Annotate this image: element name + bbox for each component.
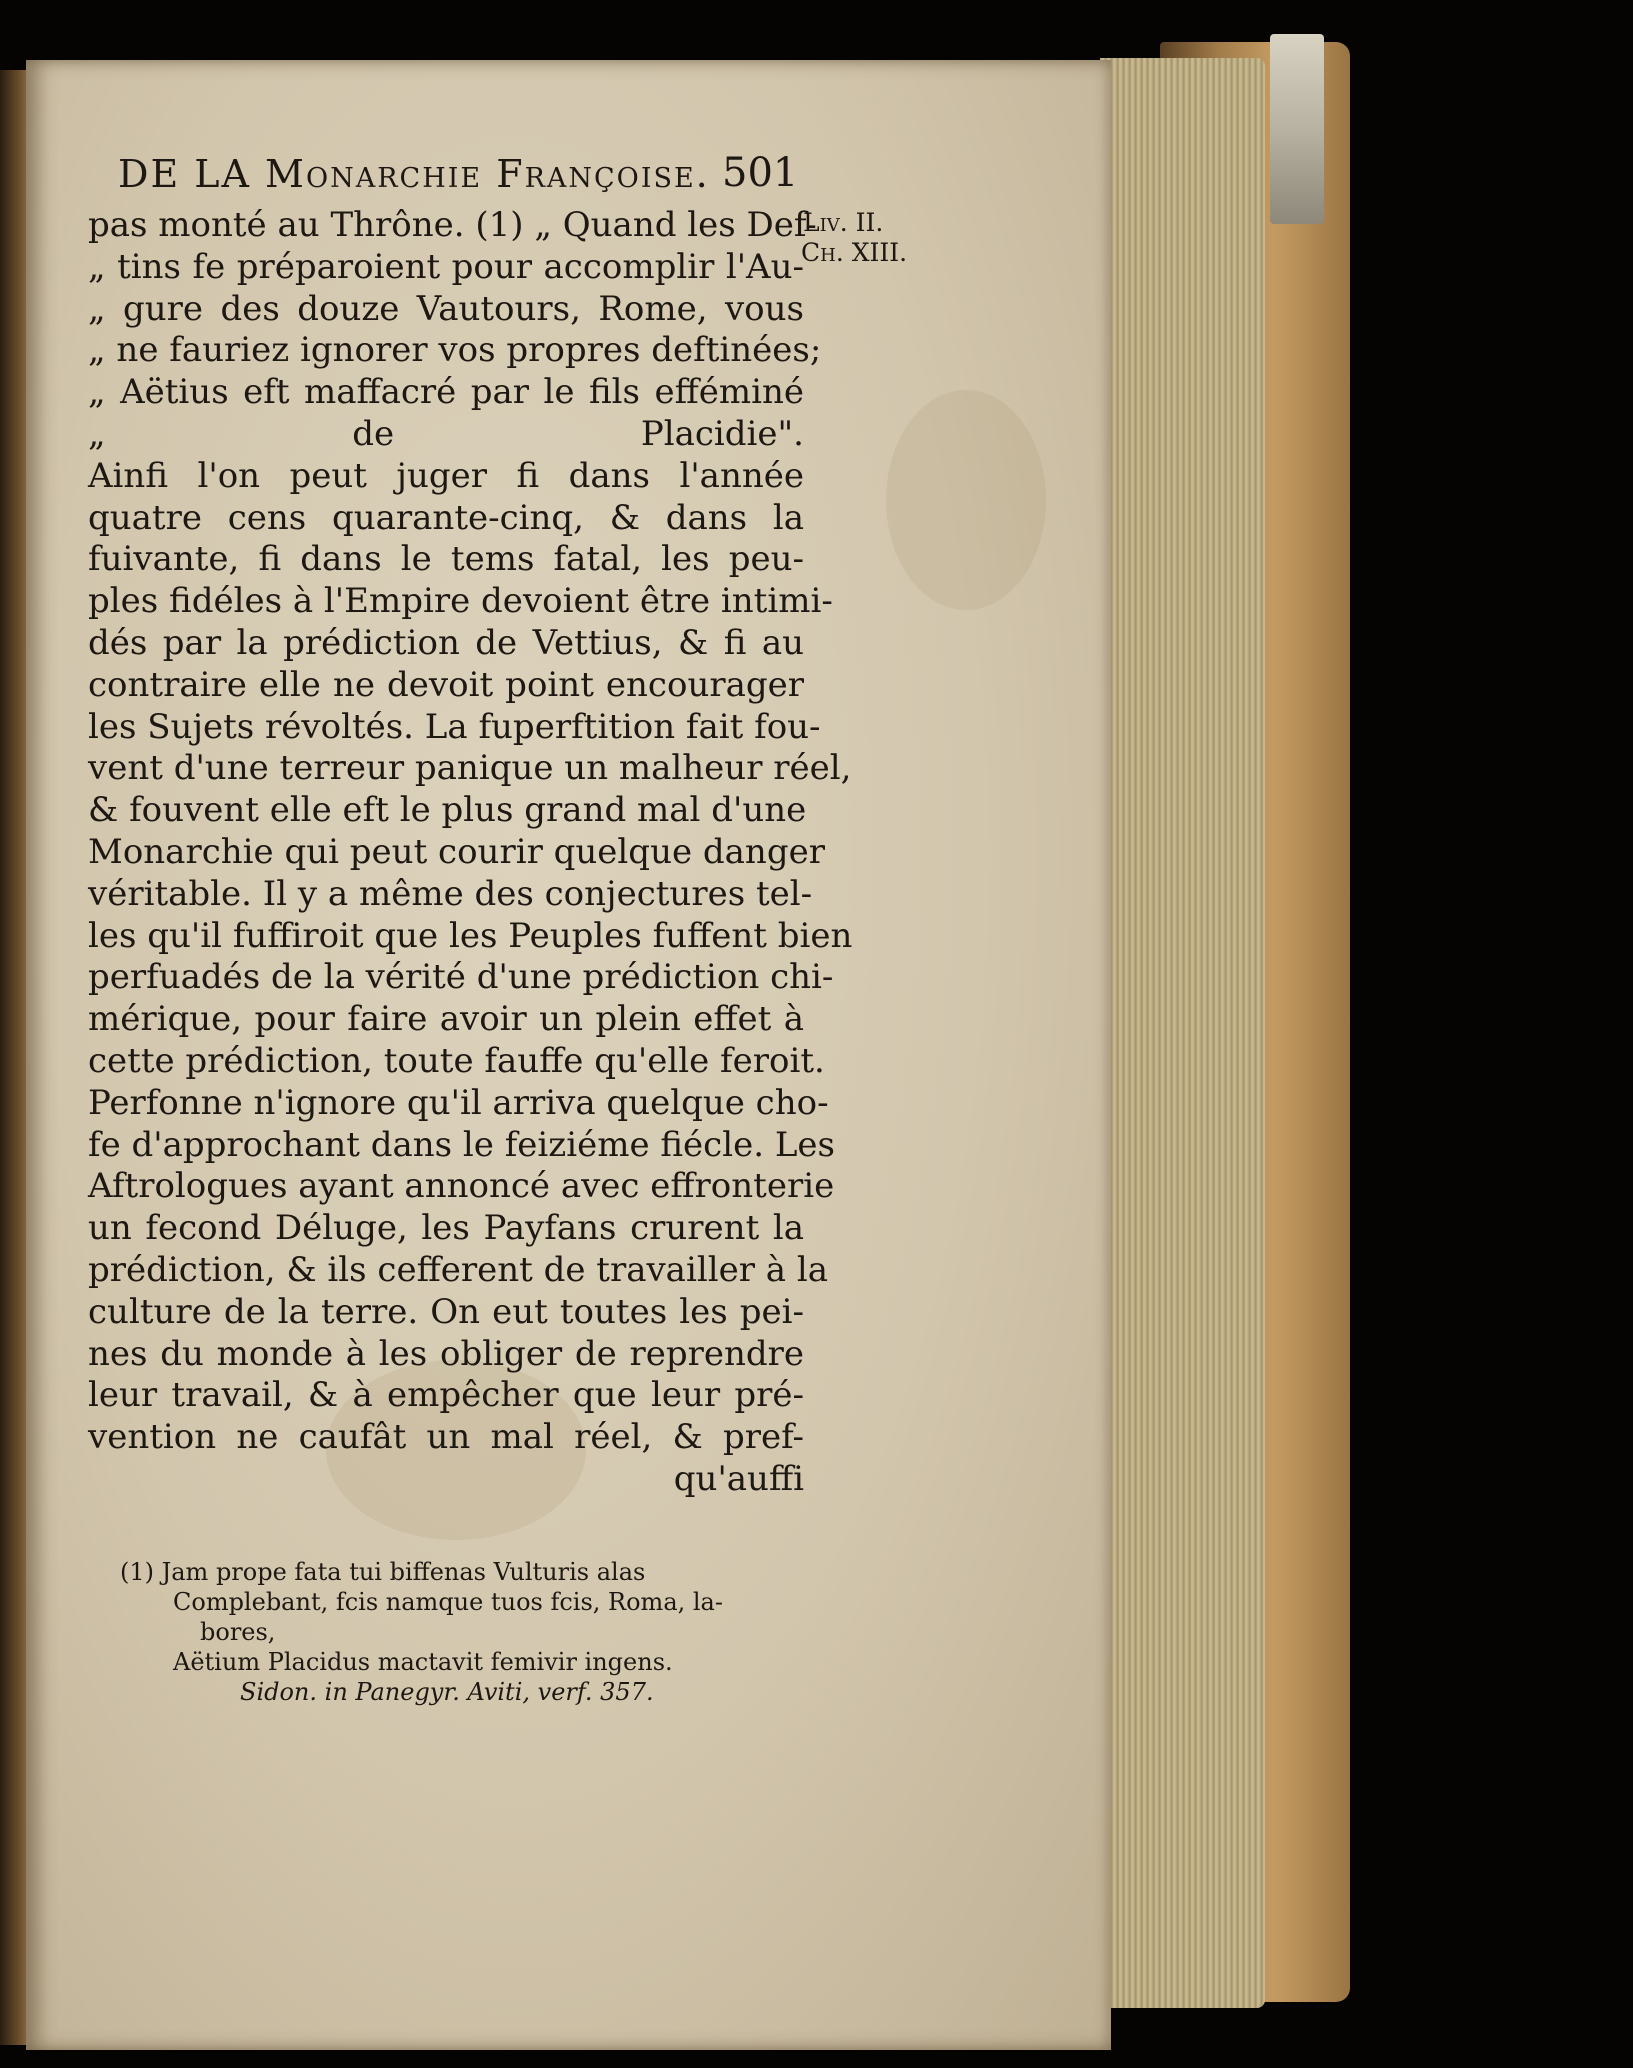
text-line: les Sujets révoltés. La fuperftition fait fou- bbox=[88, 706, 821, 747]
footnote-line: Aëtium Placidus mactavit femivir ingens. bbox=[173, 1648, 673, 1676]
text-line: quatre cens quarante-cinq, & dans la bbox=[88, 497, 804, 538]
text-line: cette prédiction, toute fauffe qu'elle feroit. bbox=[88, 1040, 825, 1081]
text-line: véritable. Il y a même des conjectures tel- bbox=[88, 873, 813, 914]
margin-note-book: Liv. II. bbox=[803, 208, 884, 237]
text-line: Aftrologues ayant annoncé avec effronterie bbox=[88, 1166, 835, 1207]
text-line: „ tins fe préparoient pour accomplir l'Au- bbox=[88, 246, 804, 287]
cover-tear bbox=[1270, 34, 1324, 224]
footnote-line: Sidon. in Panegyr. Aviti, verf. 357. bbox=[240, 1678, 654, 1706]
running-head-title: Monarchie Françoise. bbox=[265, 152, 710, 196]
text-line: „ ne fauriez ignorer vos propres deftinées; bbox=[88, 330, 822, 371]
text-line: Monarchie qui peut courir quelque danger bbox=[88, 831, 825, 872]
text-line: culture de la terre. On eut toutes les pei- bbox=[88, 1291, 804, 1332]
text-line: leur travail, & à empêcher que leur pré- bbox=[88, 1375, 804, 1416]
footnote-line: bores, bbox=[200, 1618, 276, 1646]
running-head-prefix: DE LA bbox=[118, 152, 266, 196]
margin-note-chapter: Ch. XIII. bbox=[801, 238, 908, 267]
text-line: vent d'une terreur panique un malheur réel, bbox=[88, 748, 852, 789]
text-line: prédiction, & ils cefferent de travailler à la bbox=[88, 1249, 828, 1290]
text-line: dés par la prédiction de Vettius, & fi au bbox=[88, 622, 804, 663]
footnotes bbox=[120, 1557, 820, 1707]
text-line: „ Aëtius eft maffacré par le fils efféminé bbox=[88, 372, 804, 413]
text-line: fuivante, fi dans le tems fatal, les peu- bbox=[88, 539, 804, 580]
text-line: fe d'approchant dans le feiziéme fiécle. Les bbox=[88, 1124, 835, 1165]
margin-note bbox=[803, 208, 909, 268]
text-line: ples fidéles à l'Empire devoient être intimi- bbox=[88, 581, 833, 622]
text-line: les qu'il fuffiroit que les Peuples fuffent bien bbox=[88, 915, 853, 956]
text-line: contraire elle ne devoit point encourager bbox=[88, 664, 804, 705]
text-line: pas monté au Thrône. (1) „ Quand les Def- bbox=[88, 205, 817, 245]
text-line: mérique, pour faire avoir un plein effet à bbox=[88, 999, 804, 1040]
page-edges bbox=[1100, 58, 1265, 2008]
text-line: Ainfi l'on peut juger fi dans l'année bbox=[88, 455, 804, 496]
paper-stain bbox=[886, 390, 1046, 610]
footnote-line: (1) Jam prope fata tui biffenas Vulturis alas bbox=[120, 1558, 646, 1586]
text-line: perfuadés de la vérité d'une prédiction chi- bbox=[88, 957, 834, 998]
footnote-line: Complebant, fcis namque tuos fcis, Roma, la- bbox=[173, 1588, 723, 1616]
page-number: 501 bbox=[722, 150, 799, 196]
text-line: Perfonne n'ignore qu'il arriva quelque cho- bbox=[88, 1082, 829, 1123]
text-line: vention ne caufât un mal réel, & pref- bbox=[88, 1417, 804, 1458]
text-line: un fecond Déluge, les Payfans crurent la bbox=[88, 1208, 804, 1249]
text-line: qu'auffi bbox=[673, 1458, 804, 1499]
text-line: „ gure des douze Vautours, Rome, vous bbox=[88, 288, 804, 329]
text-line: nes du monde à les obliger de reprendre bbox=[88, 1333, 804, 1374]
text-line: „ de Placidie". bbox=[88, 413, 804, 454]
text-line: & fouvent elle eft le plus grand mal d'une bbox=[88, 790, 807, 831]
running-head bbox=[118, 152, 818, 196]
